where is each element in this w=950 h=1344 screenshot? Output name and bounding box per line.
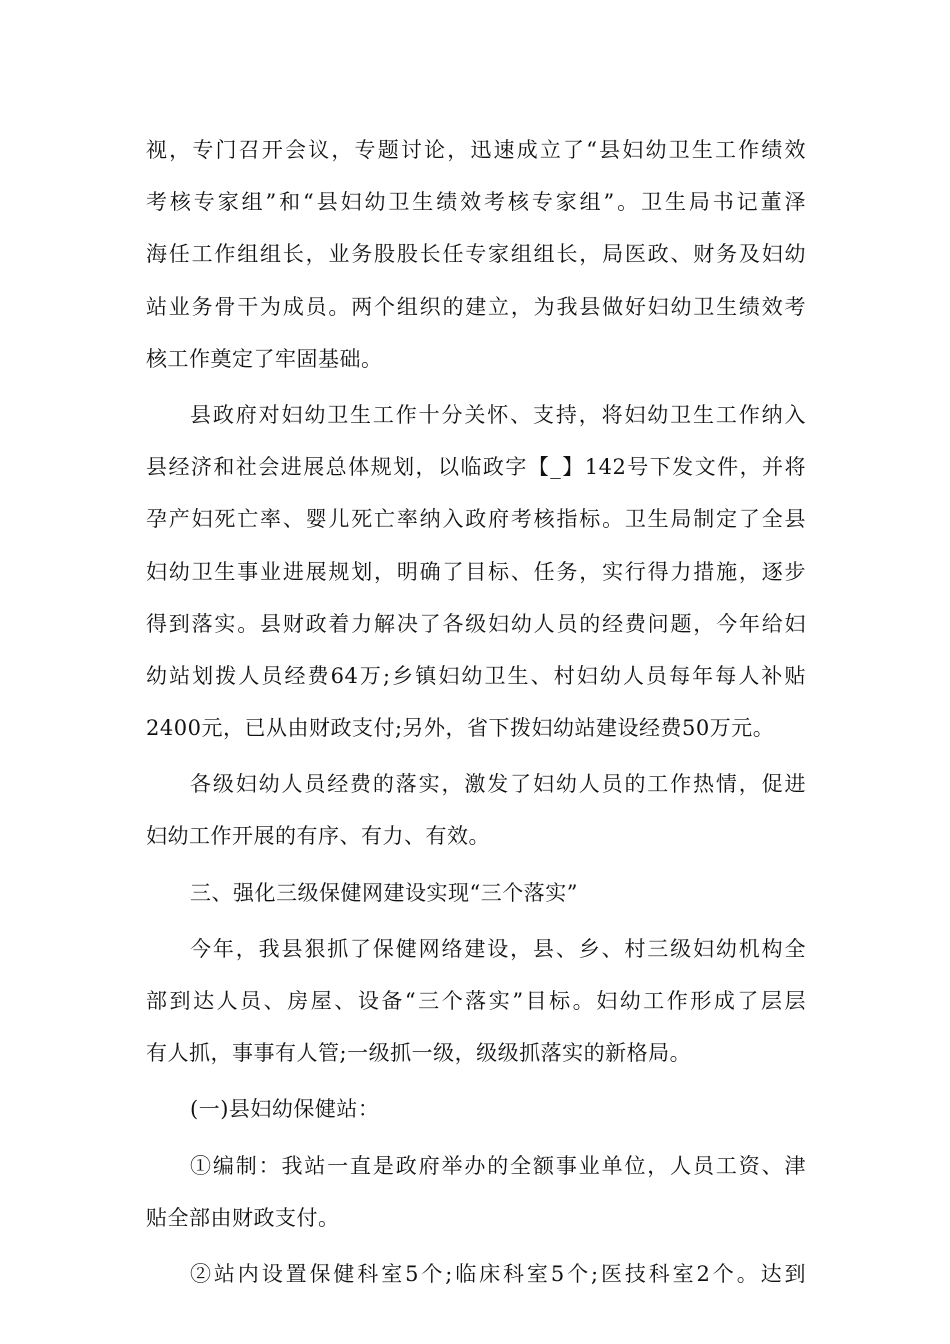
text-line: 视，专门召开会议，专题讨论，迅速成立了“县妇幼卫生工作绩效 [146, 138, 806, 162]
document-body [146, 124, 806, 1304]
section-heading-three [146, 867, 806, 919]
section-heading: 三、强化三级保健网建设实现“三个落实” [190, 880, 578, 905]
text-line: 部到达人员、房屋、设备“三个落实”目标。妇幼工作形成了层层 [146, 989, 806, 1013]
text-line: 幼站划拨人员经费64万;乡镇妇幼卫生、村妇幼人员每年每人补贴 [146, 663, 806, 688]
subsection-heading: (一)县妇幼保健站： [190, 1097, 380, 1122]
text-line: 2400元，已从由财政支付;另外，省下拨妇幼站建设经费50万元。 [146, 716, 775, 741]
text-line: 站业务骨干为成员。两个组织的建立，为我县做好妇幼卫生绩效考 [146, 294, 806, 319]
text-line: 有人抓，事事有人管;一级抓一级，级级抓落实的新格局。 [146, 1041, 692, 1066]
text-line: 今年，我县狠抓了保健网络建设，县、乡、村三级妇幼机构全 [190, 936, 806, 961]
paragraph-departments [146, 1248, 806, 1300]
text-line: ①编制：我站一直是政府举办的全额事业单位，人员工资、津 [190, 1153, 806, 1178]
text-line: 考核专家组”和“县妇幼卫生绩效考核专家组”。卫生局书记董泽 [146, 190, 806, 215]
text-line: 妇幼工作开展的有序、有力、有效。 [146, 824, 490, 849]
paragraph-network-building [146, 923, 806, 1080]
text-line: 县经济和社会进展总体规划，以临政字【_】142号下发文件，并将 [146, 455, 806, 480]
paragraph-expert-groups [146, 124, 806, 385]
text-line: 县政府对妇幼卫生工作十分关怀、支持，将妇幼卫生工作纳入 [190, 402, 806, 427]
paragraph-funding-effect [146, 758, 806, 862]
text-line: 各级妇幼人员经费的落实，激发了妇幼人员的工作热情，促进 [190, 772, 806, 797]
paragraph-staffing [146, 1140, 806, 1244]
text-line: 贴全部由财政支付。 [146, 1205, 340, 1230]
text-line: 核工作奠定了牢固基础。 [146, 346, 383, 371]
text-line: 海任工作组组长，业务股股长任专家组组长，局医政、财务及妇幼 [146, 242, 806, 267]
text-line: 孕产妇死亡率、婴儿死亡率纳入政府考核指标。卫生局制定了全县 [146, 507, 806, 532]
paragraph-government-support [146, 389, 806, 754]
text-line: 得到落实。县财政着力解决了各级妇幼人员的经费问题，今年给妇 [146, 611, 806, 636]
subheading-county-station [146, 1083, 806, 1135]
text-line: ②站内设置保健科室5个;临床科室5个;医技科室2个。达到 [190, 1261, 806, 1286]
text-line: 妇幼卫生事业进展规划，明确了目标、任务，实行得力措施，逐步 [146, 559, 806, 584]
